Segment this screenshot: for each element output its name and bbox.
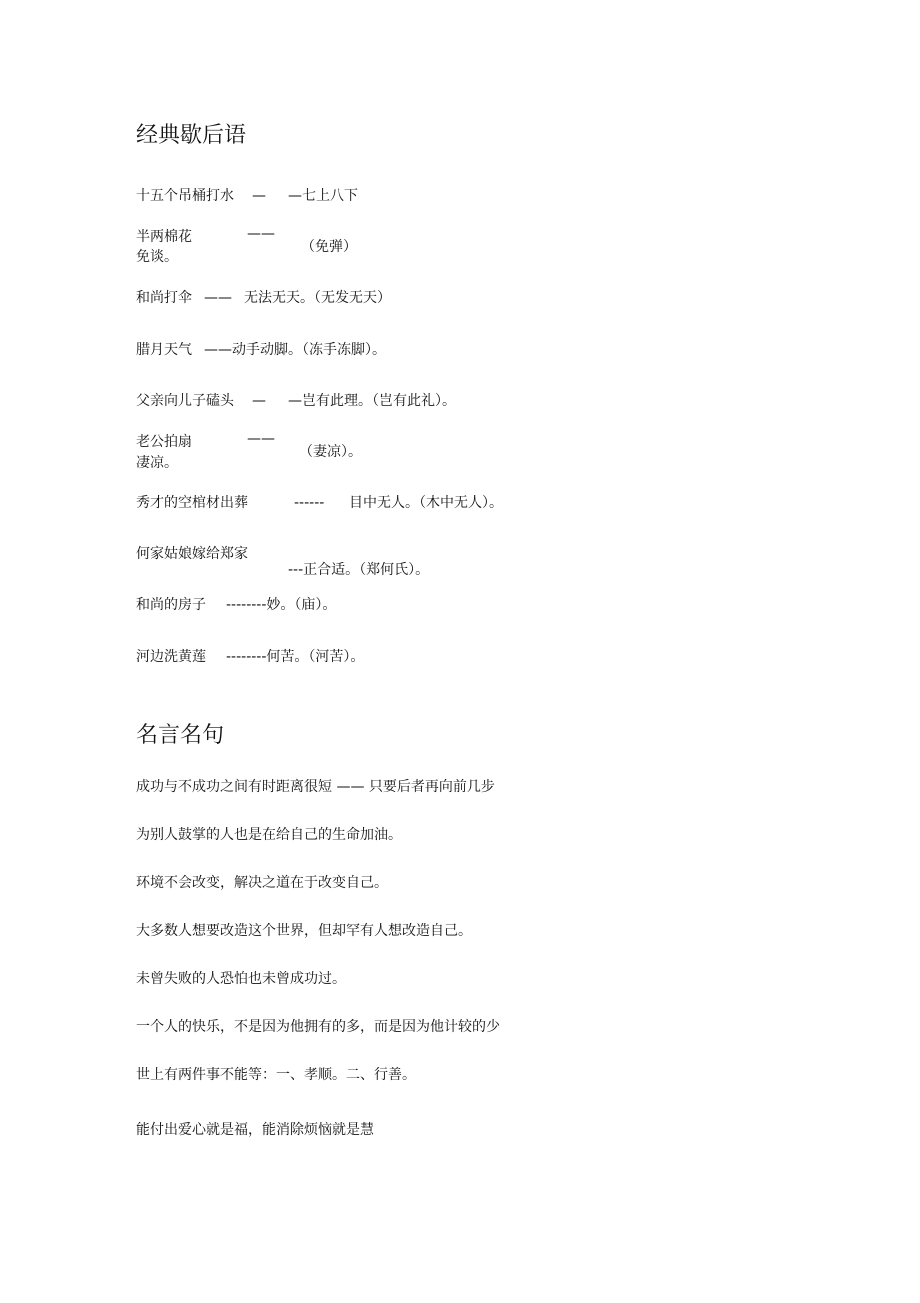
xiehouyu-dash: — [252,188,266,204]
xiehouyu-answer: 无法无天。（无发无天） [244,290,391,306]
xiehouyu-dash: —— [204,290,232,306]
xiehouyu-answer: 目中无人。（木中无人）。 [349,495,503,511]
quote-line: 环境不会改变，解决之道在于改变自己。 [136,875,388,891]
xiehouyu-riddle: 父亲向儿子磕头 [136,393,234,409]
xiehouyu-dash: —— [247,431,275,447]
xiehouyu-answer: --------妙。（庙）。 [226,597,337,613]
xiehouyu-riddle: 何家姑娘嫁给郑家 [136,546,248,562]
xiehouyu-answer: --------何苦。（河苦）。 [226,649,365,665]
xiehouyu-dash: ------ [294,495,325,511]
xiehouyu-answer: 凄凉。 [136,455,178,471]
section-heading-xiehouyu: 经典歇后语 [136,123,247,148]
quote-line: 大多数人想要改造这个世界，但却罕有人想改造自己。 [136,923,472,939]
xiehouyu-riddle: 秀才的空棺材出葬 [136,495,248,511]
xiehouyu-riddle: 半两棉花 [136,229,192,245]
quote-line: 能付出爱心就是福，能消除烦恼就是慧 [136,1122,374,1138]
quote-line: 未曾失败的人恐怕也未曾成功过。 [136,971,346,987]
xiehouyu-riddle: 和尚的房子 [136,597,206,613]
xiehouyu-dash: — [252,393,266,409]
quote-line: 为别人鼓掌的人也是在给自己的生命加油。 [136,827,402,843]
xiehouyu-riddle: 和尚打伞 [136,290,192,306]
xiehouyu-riddle: 河边洗黄莲 [136,649,206,665]
section-heading-quotes: 名言名句 [136,723,225,748]
xiehouyu-pun: （免弹） [301,239,357,255]
xiehouyu-answer: —七上八下 [288,188,358,204]
xiehouyu-riddle: 腊月天气 [136,342,192,358]
xiehouyu-riddle: 老公拍扇 [136,434,192,450]
xiehouyu-pun: （妻凉）。 [299,444,362,460]
xiehouyu-riddle: 十五个吊桶打水 [136,188,234,204]
quote-line: 成功与不成功之间有时距离很短 —— 只要后者再向前几步 [136,779,495,795]
xiehouyu-answer: ---正合适。（郑何氏）。 [288,562,430,578]
xiehouyu-dash: —— [247,226,275,242]
xiehouyu-answer: ——动手动脚。（冻手冻脚）。 [204,342,386,358]
xiehouyu-answer: —岂有此理。（岂有此礼）。 [288,393,456,409]
xiehouyu-answer: 免谈。 [136,249,178,265]
quote-line: 世上有两件事不能等：一、孝顺。二、行善。 [136,1067,416,1083]
quote-line: 一个人的快乐，不是因为他拥有的多，而是因为他计较的少 [136,1019,500,1035]
